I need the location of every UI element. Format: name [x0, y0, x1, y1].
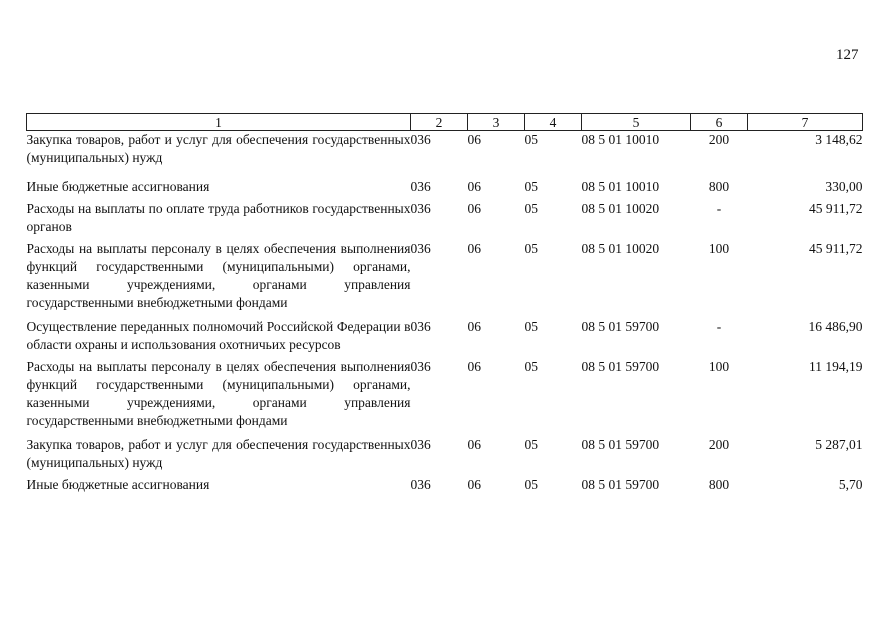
- cell-sum: 3 148,62: [815, 132, 863, 147]
- cell-subsection: 05: [524, 319, 538, 334]
- cell-article: 08 5 01 10020: [581, 241, 660, 256]
- cell-administrator: 036: [410, 359, 431, 374]
- table-row: [27, 200, 863, 240]
- cell-description: Расходы на выплаты персоналу в целях обеспечения выполнения функций государственными (муниципальными) органами, казенными учреждениями, органами управления государственными внебюджетными фондами: [26, 359, 411, 428]
- cell-sum: 45 911,72: [809, 241, 863, 256]
- cell-subsection: 05: [524, 241, 538, 256]
- cell-article: 08 5 01 10020: [581, 201, 660, 216]
- cell-subsection: 05: [524, 359, 538, 374]
- table-row: [27, 240, 863, 318]
- cell-subsection: 05: [524, 179, 538, 194]
- table-row: [27, 131, 863, 179]
- cell-administrator: 036: [410, 319, 431, 334]
- table-row: [27, 476, 863, 494]
- cell-expense-type: 800: [708, 477, 730, 492]
- cell-expense-type: 100: [708, 359, 730, 374]
- cell-description: Иные бюджетные ассигнования: [26, 179, 210, 194]
- budget-table: [26, 113, 863, 494]
- cell-description: Осуществление переданных полномочий Российской Федерации в области охраны и использования охотничьих ресурсов: [26, 319, 411, 352]
- cell-section: 06: [467, 132, 481, 147]
- table-row: [27, 358, 863, 436]
- cell-sum: 330,00: [825, 179, 863, 194]
- col-header-expense-type: 6: [691, 114, 748, 131]
- cell-section: 06: [467, 201, 481, 216]
- cell-article: 08 5 01 59700: [581, 437, 660, 452]
- cell-section: 06: [467, 437, 481, 452]
- cell-description: Закупка товаров, работ и услуг для обеспечения государственных (муниципальных) нужд: [26, 437, 411, 470]
- cell-section: 06: [467, 477, 481, 492]
- cell-administrator: 036: [410, 477, 431, 492]
- cell-description: Расходы на выплаты по оплате труда работников государственных органов: [26, 201, 411, 234]
- cell-sum: 16 486,90: [808, 319, 863, 334]
- cell-sum: 5,70: [838, 477, 863, 492]
- table-row: [27, 436, 863, 476]
- cell-article: 08 5 01 59700: [581, 477, 660, 492]
- col-header-description: 1: [27, 114, 411, 131]
- cell-expense-type: 200: [708, 437, 730, 452]
- cell-expense-type: -: [716, 201, 722, 216]
- col-header-sum: 7: [748, 114, 863, 131]
- cell-sum: 11 194,19: [809, 359, 863, 374]
- cell-subsection: 05: [524, 201, 538, 216]
- cell-expense-type: 100: [708, 241, 730, 256]
- page-number: 127: [836, 47, 859, 63]
- cell-description: Расходы на выплаты персоналу в целях обеспечения выполнения функций государственными (муниципальными) органами, казенными учреждениями, органами управления государственными внебюджетными фондами: [26, 241, 411, 310]
- cell-administrator: 036: [410, 201, 431, 216]
- cell-administrator: 036: [410, 241, 431, 256]
- cell-section: 06: [467, 179, 481, 194]
- table-header-row: [27, 114, 863, 131]
- cell-subsection: 05: [524, 477, 538, 492]
- cell-article: 08 5 01 59700: [581, 319, 660, 334]
- table-row: [27, 318, 863, 358]
- cell-description: Закупка товаров, работ и услуг для обеспечения государственных (муниципальных) нужд: [26, 132, 411, 165]
- cell-subsection: 05: [524, 437, 538, 452]
- cell-section: 06: [467, 359, 481, 374]
- cell-section: 06: [467, 319, 481, 334]
- cell-administrator: 036: [410, 437, 431, 452]
- cell-section: 06: [467, 241, 481, 256]
- table-row: [27, 178, 863, 200]
- cell-article: 08 5 01 10010: [581, 132, 660, 147]
- col-header-section: 3: [468, 114, 525, 131]
- cell-expense-type: -: [716, 319, 722, 334]
- cell-subsection: 05: [524, 132, 538, 147]
- cell-sum: 45 911,72: [809, 201, 863, 216]
- col-header-subsection: 4: [525, 114, 582, 131]
- cell-description: Иные бюджетные ассигнования: [26, 477, 210, 492]
- cell-administrator: 036: [410, 132, 431, 147]
- col-header-article: 5: [582, 114, 691, 131]
- cell-expense-type: 200: [708, 132, 730, 147]
- cell-administrator: 036: [410, 179, 431, 194]
- col-header-administrator: 2: [411, 114, 468, 131]
- cell-article: 08 5 01 10010: [581, 179, 660, 194]
- cell-expense-type: 800: [708, 179, 730, 194]
- cell-article: 08 5 01 59700: [581, 359, 660, 374]
- cell-sum: 5 287,01: [815, 437, 863, 452]
